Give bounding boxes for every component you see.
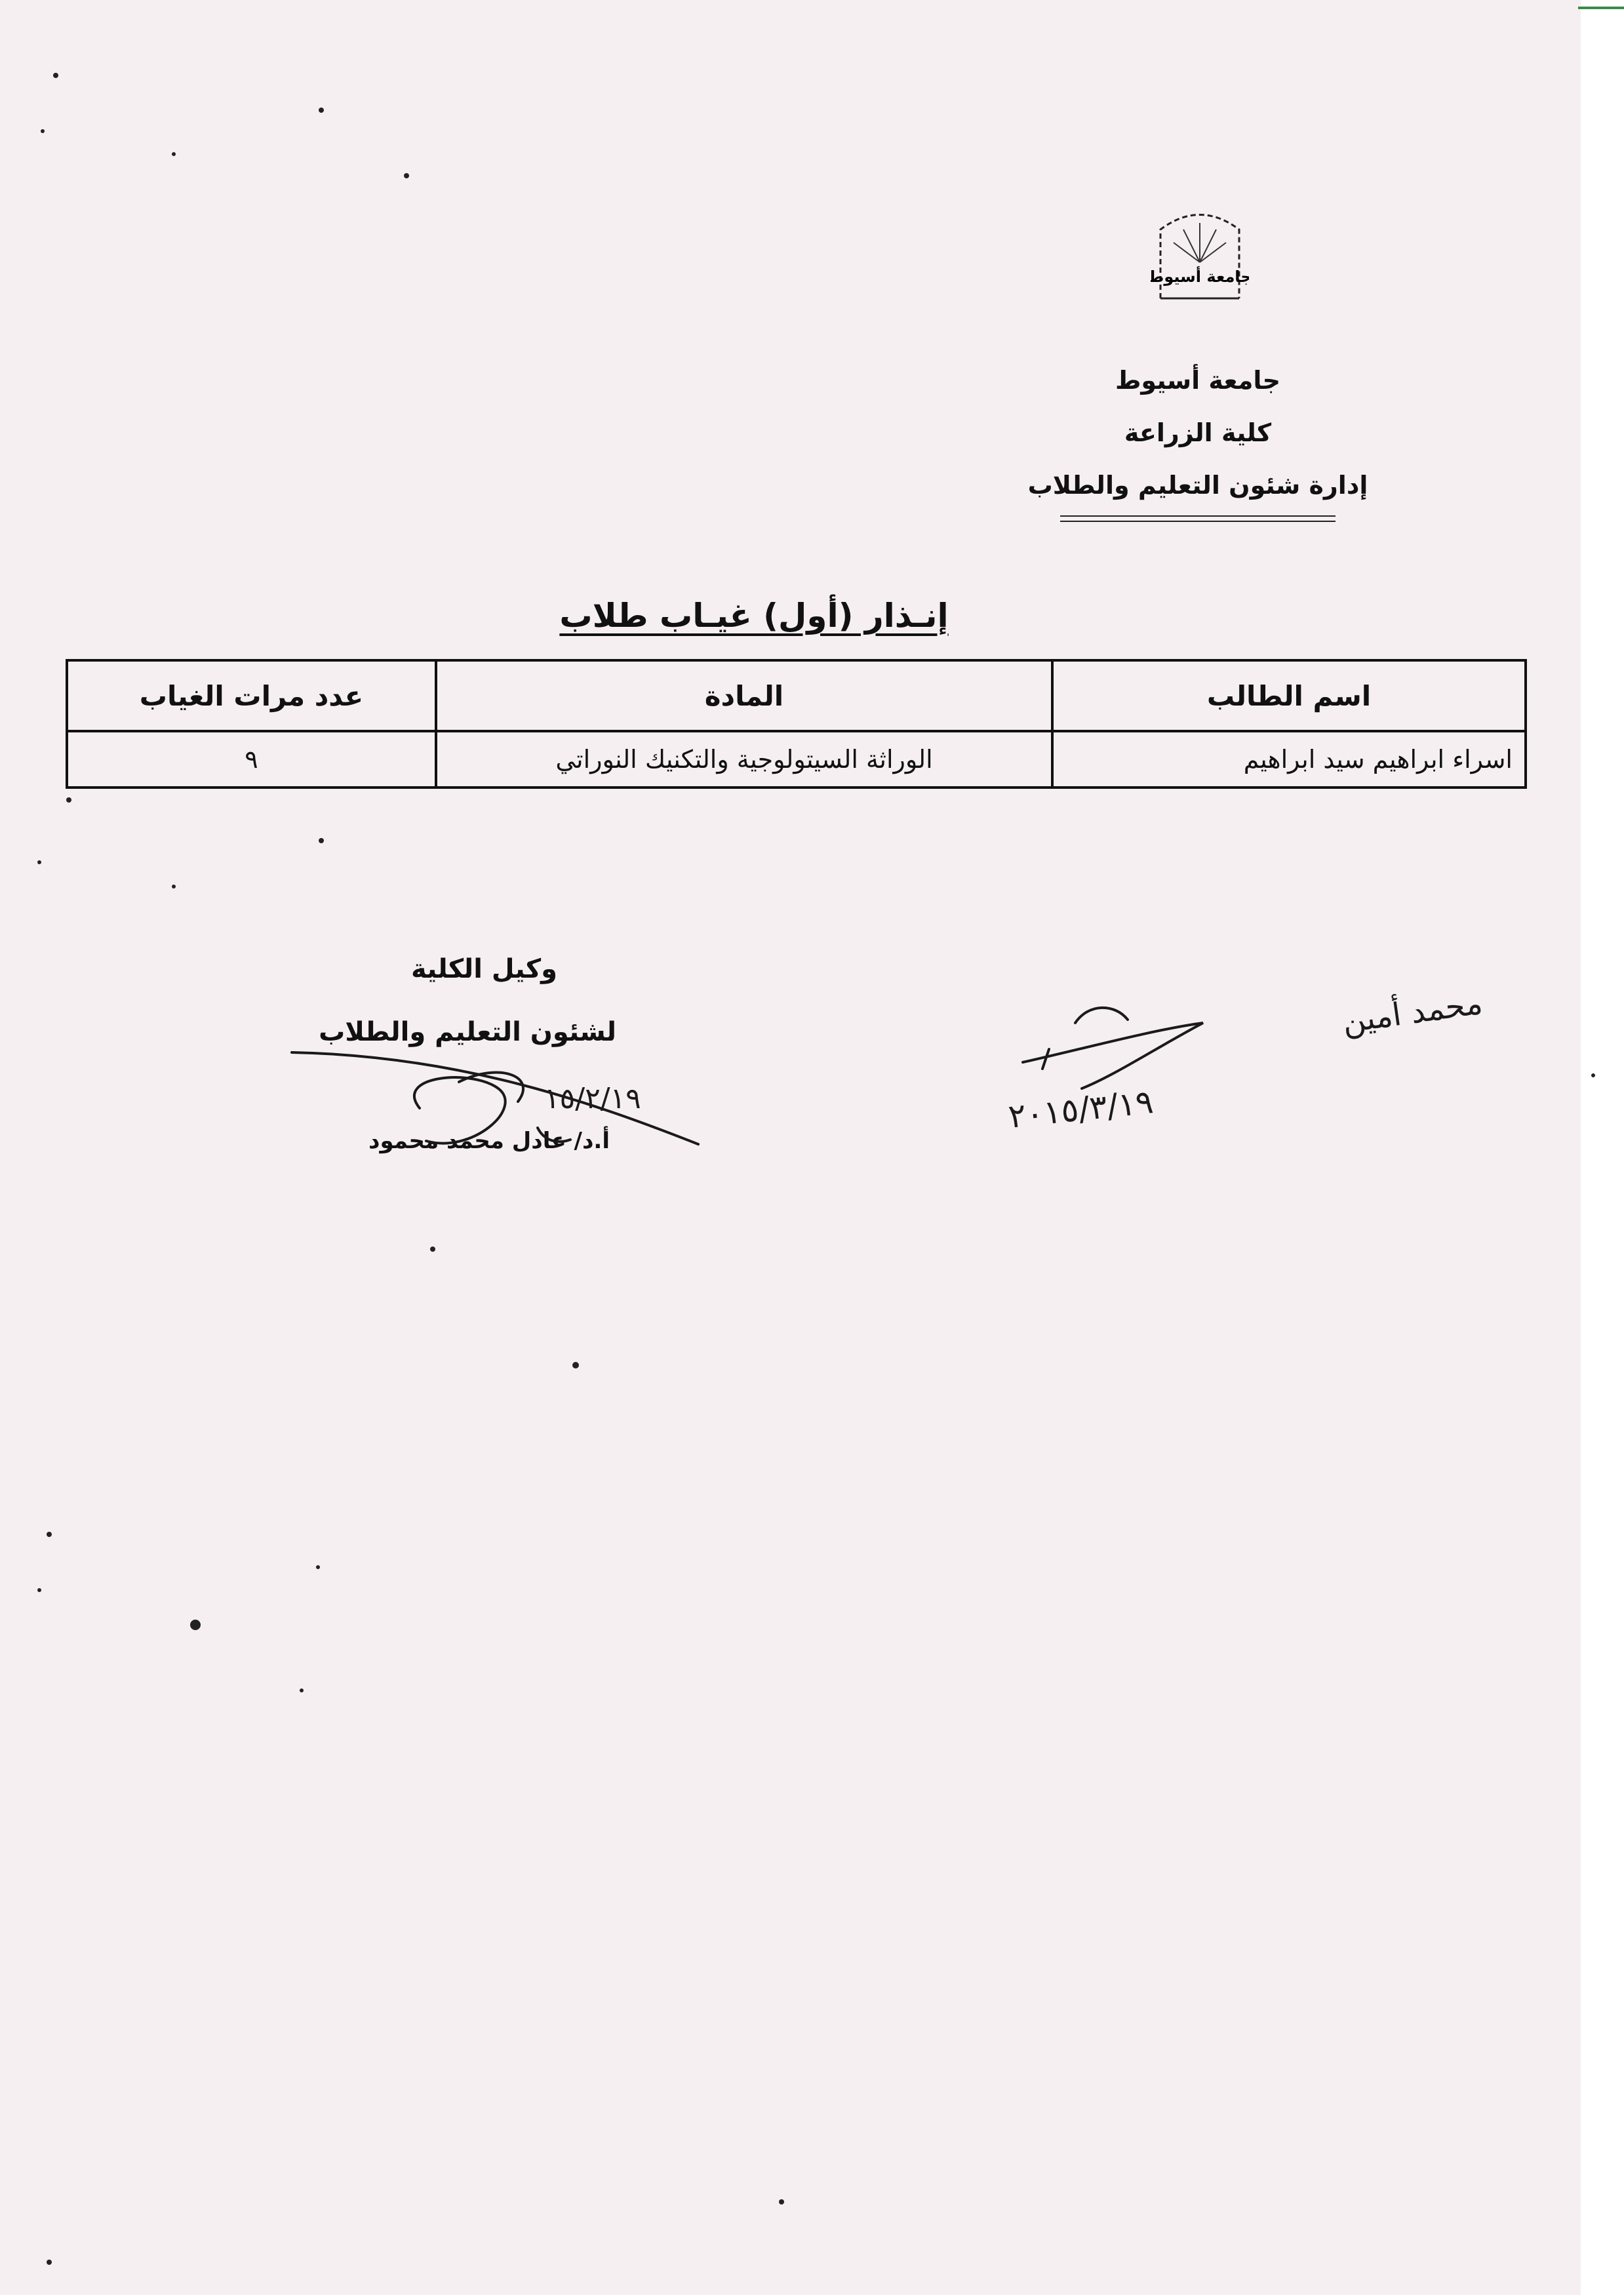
right-handwritten-date: ٢٠١٥/٣/١٩ xyxy=(1006,1083,1155,1136)
right-handwritten-name: محمد أمين xyxy=(1339,984,1485,1041)
right-signature xyxy=(1023,1008,1203,1088)
university-name: جامعة أسيوط xyxy=(1115,366,1281,395)
absence-table xyxy=(66,659,1527,789)
university-seal-icon xyxy=(1151,200,1249,305)
signature-block xyxy=(275,938,616,1172)
document-header xyxy=(1027,354,1368,522)
logo-text: جامعة أسيوط xyxy=(1151,268,1249,286)
document-title xyxy=(0,597,1508,635)
warning-title: إنـذار (أول) غيـاب طلاب xyxy=(559,597,949,635)
left-handwritten-date: ١٥/٢/١٩ xyxy=(544,1082,641,1115)
header-separator xyxy=(1060,515,1336,522)
university-logo xyxy=(1151,200,1249,305)
cell-subject: الوراثة السيتولوجية والتكنيك النوراتي xyxy=(436,731,1052,788)
signer-title-line1: وكيل الكلية xyxy=(411,954,557,984)
cell-absence-count: ٩ xyxy=(67,731,436,788)
scan-margin-strip xyxy=(1581,0,1624,2295)
signer-name: أ.د/ عادل محمد محمود xyxy=(368,1128,610,1154)
table-row xyxy=(67,731,1526,788)
header-subject: المادة xyxy=(436,660,1052,731)
table-header-row xyxy=(67,660,1526,731)
signer-title-line2: لشئون التعليم والطلاب xyxy=(319,1017,616,1047)
header-student-name: اسم الطالب xyxy=(1052,660,1526,731)
corner-mark xyxy=(1578,7,1624,9)
department-name: إدارة شئون التعليم والطلاب xyxy=(1027,471,1368,500)
header-absence-count: عدد مرات الغياب xyxy=(67,660,436,731)
cell-student-name: اسراء ابراهيم سيد ابراهيم xyxy=(1052,731,1526,788)
faculty-name: كلية الزراعة xyxy=(1124,418,1272,447)
